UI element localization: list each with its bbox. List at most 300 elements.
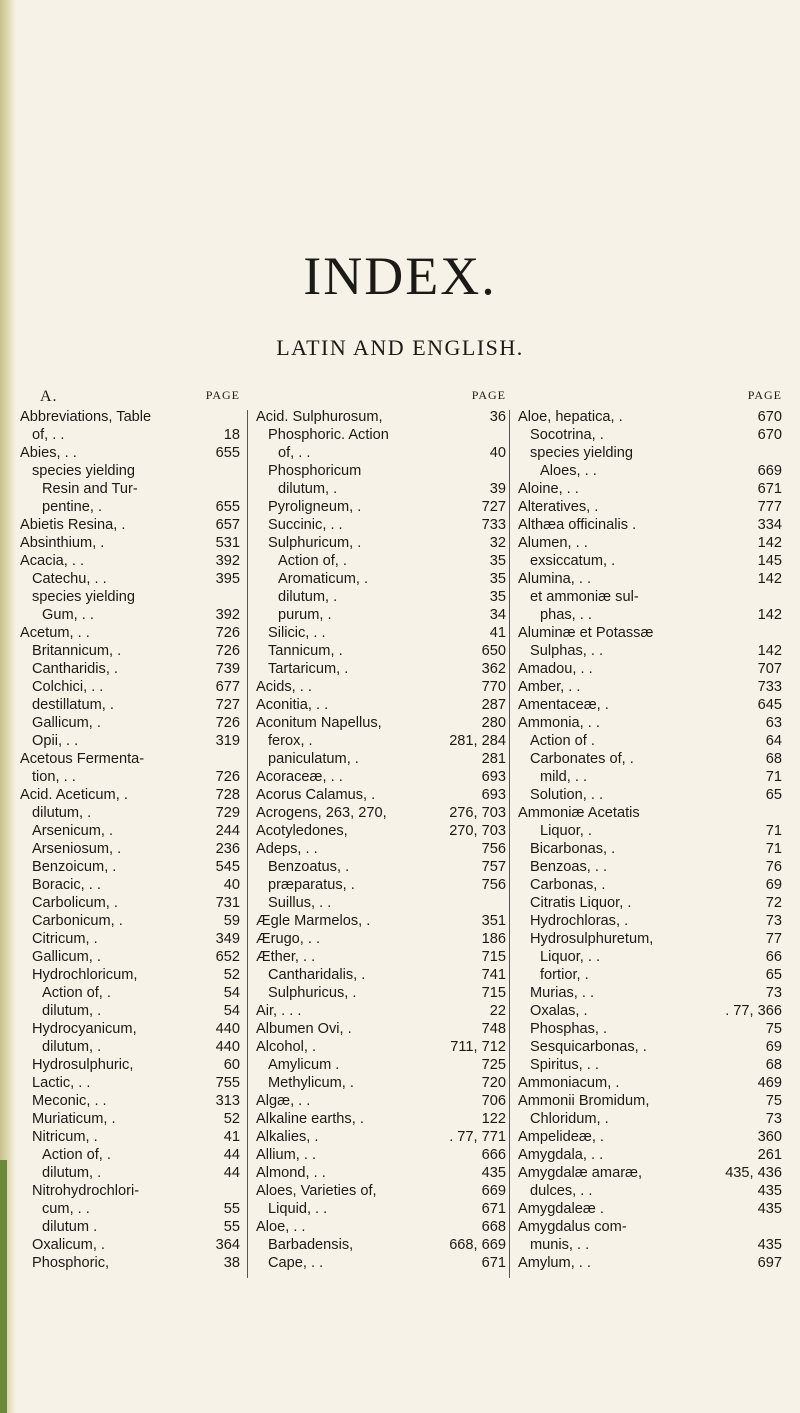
entry-term: Liquor, . .	[540, 949, 601, 965]
index-entry	[20, 750, 240, 768]
entry-term: Succinic, . .	[268, 517, 343, 533]
entry-term: Cantharidalis, .	[268, 967, 366, 983]
index-entry	[518, 732, 782, 750]
index-entry	[518, 876, 782, 894]
entry-page-number: 671	[481, 1201, 506, 1217]
entry-term: Meconic, . .	[32, 1093, 107, 1109]
index-entry	[20, 606, 240, 624]
entry-term: Oxalicum, .	[32, 1237, 105, 1253]
entry-term: dilutum, .	[42, 1003, 102, 1019]
entry-term: Sesquicarbonas, .	[530, 1039, 647, 1055]
entry-term: Alkaline earths, .	[256, 1111, 364, 1127]
index-entry	[256, 876, 506, 894]
entry-term: Murias, . .	[530, 985, 595, 1001]
index-entry	[518, 408, 782, 426]
index-entry	[256, 1236, 506, 1254]
index-entry	[256, 912, 506, 930]
index-entry	[20, 570, 240, 588]
index-entry	[20, 714, 240, 732]
index-entry	[518, 786, 782, 804]
entry-term: Acid. Sulphurosum,	[256, 409, 383, 425]
entry-page-number: 54	[223, 985, 240, 1001]
entry-page-number: 73	[765, 985, 782, 1001]
index-entry	[256, 732, 506, 750]
entry-term: Alcohol, .	[256, 1039, 317, 1055]
index-column-3	[518, 388, 782, 1272]
entry-page-number: 670	[757, 427, 782, 443]
index-entry	[256, 840, 506, 858]
entry-page-number: 75	[765, 1021, 782, 1037]
entry-page-number: 666	[481, 1147, 506, 1163]
entry-term: dulces, . .	[530, 1183, 593, 1199]
index-entry	[20, 624, 240, 642]
entry-term: Air, . . .	[256, 1003, 302, 1019]
entry-page-number: 693	[481, 787, 506, 803]
entry-term: destillatum, .	[32, 697, 114, 713]
index-entry	[518, 840, 782, 858]
entry-page-number: 731	[215, 895, 240, 911]
index-entry	[20, 1002, 240, 1020]
index-entry	[256, 516, 506, 534]
index-entry	[20, 1146, 240, 1164]
entry-page-number: 71	[765, 823, 782, 839]
entry-term: Benzoatus, .	[268, 859, 350, 875]
entry-page-number: 435	[757, 1201, 782, 1217]
entry-term: Acorus Calamus, .	[256, 787, 376, 803]
entry-term: Hydrochloras, .	[530, 913, 629, 929]
entry-page-number: 59	[223, 913, 240, 929]
entry-page-number: 75	[765, 1093, 782, 1109]
entry-term: Abietis Resina, .	[20, 517, 126, 533]
entry-page-number: 281, 284	[449, 733, 506, 749]
index-entry	[20, 1056, 240, 1074]
entry-term: Action of .	[530, 733, 595, 749]
index-entry	[518, 516, 782, 534]
entry-term: species yielding	[32, 463, 136, 479]
page-subtitle: LATIN AND ENGLISH.	[276, 335, 524, 360]
entry-term: munis, . .	[530, 1237, 590, 1253]
entry-term: Pyroligneum, .	[268, 499, 362, 515]
index-entry	[518, 462, 782, 480]
entry-term: Allium, . .	[256, 1147, 317, 1163]
entry-page-number: 38	[223, 1255, 240, 1271]
entry-term: Amygdalæ amaræ,	[518, 1165, 643, 1181]
index-entry	[256, 696, 506, 714]
entry-page-number: 726	[215, 715, 240, 731]
entry-page-number: 726	[215, 643, 240, 659]
entry-term: ferox, .	[268, 733, 313, 749]
entry-page-number: 34	[489, 607, 506, 623]
index-entry	[518, 426, 782, 444]
index-entry	[256, 750, 506, 768]
entry-term: Acotyledones,	[256, 823, 348, 839]
entry-term: Hydrochloricum,	[32, 967, 138, 983]
index-entry	[256, 984, 506, 1002]
entry-page-number: 142	[757, 571, 782, 587]
entry-page-number: 711, 712	[450, 1039, 506, 1055]
entry-term: Phosphoricum	[268, 463, 362, 479]
entry-term: Opii, . .	[32, 733, 79, 749]
entry-page-number: 287	[481, 697, 506, 713]
entry-term: Barbadensis,	[268, 1237, 354, 1253]
entry-page-number: 757	[481, 859, 506, 875]
index-entry	[256, 624, 506, 642]
entry-page-number: 748	[481, 1021, 506, 1037]
index-entry	[256, 1128, 506, 1146]
index-entry	[20, 858, 240, 876]
entry-term: Britannicum, .	[32, 643, 122, 659]
index-entry	[256, 1254, 506, 1272]
index-entry	[518, 984, 782, 1002]
entry-term: Sulphuricum, .	[268, 535, 362, 551]
index-entry	[20, 498, 240, 516]
page-binding-edge	[0, 0, 16, 1413]
index-entry	[20, 732, 240, 750]
entry-page-number: 727	[481, 499, 506, 515]
entry-term: Cantharidis, .	[32, 661, 118, 677]
index-entry	[256, 570, 506, 588]
index-entry	[20, 876, 240, 894]
entry-term: Sulphuricus, .	[268, 985, 357, 1001]
entry-page-number: 44	[223, 1165, 240, 1181]
index-entry	[20, 930, 240, 948]
index-entry	[256, 858, 506, 876]
entry-term: Gallicum, .	[32, 949, 101, 965]
entry-page-number: 32	[489, 535, 506, 551]
entry-page-number: 52	[223, 1111, 240, 1127]
entry-term: Liquid, . .	[268, 1201, 328, 1217]
entry-term: Acoraceæ, . .	[256, 769, 343, 785]
index-entry	[256, 1002, 506, 1020]
index-entry	[256, 426, 506, 444]
entry-page-number: 677	[215, 679, 240, 695]
entry-page-number: 44	[223, 1147, 240, 1163]
index-entry	[256, 606, 506, 624]
entry-page-number: 36	[489, 409, 506, 425]
index-entry	[518, 660, 782, 678]
entry-term: Action of, .	[42, 1147, 111, 1163]
entry-term: dilutum, .	[42, 1039, 102, 1055]
entry-term: Acid. Aceticum, .	[20, 787, 128, 803]
index-entry	[20, 1182, 240, 1200]
entry-page-number: . 77, 366	[725, 1003, 782, 1019]
entry-term: Algæ, . .	[256, 1093, 311, 1109]
entry-page-number: 715	[481, 985, 506, 1001]
entry-term: Abies, . .	[20, 445, 77, 461]
entry-page-number: 715	[481, 949, 506, 965]
index-entry	[518, 858, 782, 876]
index-entry	[20, 786, 240, 804]
index-entry	[20, 1164, 240, 1182]
index-entry	[518, 1128, 782, 1146]
entry-page-number: 35	[489, 571, 506, 587]
index-entry	[256, 1038, 506, 1056]
entry-term: Nitricum, .	[32, 1129, 98, 1145]
entry-term: Arseniosum, .	[32, 841, 122, 857]
index-entry	[20, 768, 240, 786]
index-entry	[20, 1020, 240, 1038]
index-entry	[518, 1056, 782, 1074]
entry-page-number: 71	[765, 841, 782, 857]
index-entry	[20, 1254, 240, 1272]
index-entry	[20, 696, 240, 714]
entry-term: dilutum, .	[32, 805, 92, 821]
entry-page-number: 22	[489, 1003, 506, 1019]
entry-page-number: 54	[223, 1003, 240, 1019]
index-entry	[256, 444, 506, 462]
index-entry	[256, 1092, 506, 1110]
entry-term: dilutum .	[42, 1219, 98, 1235]
entry-term: Silicic, . .	[268, 625, 326, 641]
entry-page-number: 727	[215, 697, 240, 713]
entry-page-number: 72	[765, 895, 782, 911]
index-entry	[256, 1182, 506, 1200]
entry-page-number: 435	[481, 1165, 506, 1181]
entry-page-number: 733	[757, 679, 782, 695]
entry-term: Citratis Liquor, .	[530, 895, 632, 911]
entry-term: Ammonii Bromidum,	[518, 1093, 650, 1109]
entry-page-number: 349	[215, 931, 240, 947]
entry-page-number: 706	[481, 1093, 506, 1109]
section-letter: A.	[40, 388, 58, 405]
index-entry	[518, 1092, 782, 1110]
entry-page-number: 531	[215, 535, 240, 551]
index-entry	[20, 480, 240, 498]
entry-page-number: 55	[223, 1219, 240, 1235]
index-entry	[20, 1074, 240, 1092]
entry-term: Oxalas, .	[530, 1003, 588, 1019]
entry-term: Resin and Tur-	[42, 481, 138, 497]
entry-page-number: 668	[481, 1219, 506, 1235]
entry-term: Catechu, . .	[32, 571, 107, 587]
entry-page-number: 650	[481, 643, 506, 659]
index-entry	[518, 714, 782, 732]
entry-page-number: 655	[215, 499, 240, 515]
entry-page-number: 435	[757, 1237, 782, 1253]
entry-term: Amygdalus com-	[518, 1219, 627, 1235]
entry-page-number: 693	[481, 769, 506, 785]
index-entry	[256, 768, 506, 786]
entry-page-number: 657	[215, 517, 240, 533]
entry-page-number: 244	[215, 823, 240, 839]
index-entry	[20, 660, 240, 678]
entry-term: Æther, . .	[256, 949, 316, 965]
entry-page-number: 334	[757, 517, 782, 533]
index-entry	[20, 948, 240, 966]
index-entry	[20, 966, 240, 984]
index-entry	[518, 498, 782, 516]
entry-term: tion, . .	[32, 769, 76, 785]
entry-page-number: 669	[757, 463, 782, 479]
entry-term: Methylicum, .	[268, 1075, 354, 1091]
entry-page-number: 142	[757, 607, 782, 623]
index-entry	[256, 894, 506, 912]
entry-page-number: 145	[757, 553, 782, 569]
index-entry	[518, 678, 782, 696]
entry-term: dilutum, .	[42, 1165, 102, 1181]
index-entry	[518, 1146, 782, 1164]
entry-term: Hydrocyanicum,	[32, 1021, 137, 1037]
entry-page-number: 435, 436	[725, 1165, 782, 1181]
entry-page-number: 671	[757, 481, 782, 497]
entry-term: Sulphas, . .	[530, 643, 604, 659]
index-entry	[518, 480, 782, 498]
entry-page-number: 725	[481, 1057, 506, 1073]
entry-page-number: 440	[215, 1039, 240, 1055]
page-label: PAGE	[471, 388, 506, 402]
entry-term: exsiccatum, .	[530, 553, 616, 569]
index-entry	[20, 516, 240, 534]
index-entry	[518, 804, 782, 822]
entry-term: Ampelideæ, .	[518, 1129, 604, 1145]
entry-term: paniculatum, .	[268, 751, 359, 767]
index-entry	[20, 1200, 240, 1218]
index-entry	[20, 912, 240, 930]
entry-page-number: 364	[215, 1237, 240, 1253]
index-entries	[256, 408, 506, 1272]
index-entry	[20, 462, 240, 480]
index-entry	[256, 480, 506, 498]
index-entry	[518, 750, 782, 768]
entry-term: Acetous Fermenta-	[20, 751, 145, 767]
entry-page-number: 76	[765, 859, 782, 875]
entry-term: Tartaricum, .	[268, 661, 349, 677]
entry-page-number: 122	[481, 1111, 506, 1127]
entry-term: Albumen Ovi, .	[256, 1021, 352, 1037]
entry-term: Muriaticum, .	[32, 1111, 116, 1127]
index-entry	[20, 444, 240, 462]
entry-page-number: 756	[481, 841, 506, 857]
entry-term: Colchici, . .	[32, 679, 104, 695]
entry-term: fortior, .	[540, 967, 589, 983]
entry-term: Ærugo, . .	[256, 931, 321, 947]
entry-page-number: 360	[757, 1129, 782, 1145]
entry-term: Gallicum, .	[32, 715, 101, 731]
entry-term: Ammonia, . .	[518, 715, 600, 731]
entry-page-number: 66	[765, 949, 782, 965]
index-entry	[518, 1182, 782, 1200]
index-entry	[20, 1236, 240, 1254]
entry-term: Bicarbonas, .	[530, 841, 616, 857]
entry-term: Citricum, .	[32, 931, 98, 947]
index-entry	[20, 408, 240, 426]
entry-page-number: 668, 669	[449, 1237, 506, 1253]
entry-term: Amylicum .	[268, 1057, 340, 1073]
index-entry	[256, 642, 506, 660]
entry-term: Amygdala, . .	[518, 1147, 604, 1163]
index-entry	[518, 1164, 782, 1182]
entry-term: pentine, .	[42, 499, 103, 515]
entry-term: Nitrohydrochlori-	[32, 1183, 140, 1199]
entry-page-number: 729	[215, 805, 240, 821]
entry-page-number: 392	[215, 553, 240, 569]
index-entry	[256, 660, 506, 678]
entry-term: Action of, .	[278, 553, 347, 569]
index-entry	[518, 948, 782, 966]
column-header	[256, 388, 506, 408]
index-entry	[518, 1254, 782, 1272]
index-entry	[518, 588, 782, 606]
entry-page-number: 35	[489, 553, 506, 569]
entry-term: Alumina, . .	[518, 571, 591, 587]
entry-term: et ammoniæ sul-	[530, 589, 639, 605]
entry-term: Solution, . .	[530, 787, 604, 803]
entry-page-number: 39	[489, 481, 506, 497]
entry-page-number: 770	[481, 679, 506, 695]
entry-page-number: 741	[481, 967, 506, 983]
page-title: INDEX.	[303, 246, 497, 306]
entry-term: Amylum, . .	[518, 1255, 591, 1271]
entry-term: Cape, . .	[268, 1255, 324, 1271]
entry-page-number: 697	[757, 1255, 782, 1271]
entry-page-number: . 77, 771	[449, 1129, 506, 1145]
entry-page-number: 669	[481, 1183, 506, 1199]
entry-page-number: 77	[765, 931, 782, 947]
entry-page-number: 728	[215, 787, 240, 803]
entry-page-number: 55	[223, 1201, 240, 1217]
entry-page-number: 69	[765, 1039, 782, 1055]
index-entry	[518, 696, 782, 714]
index-entry	[20, 552, 240, 570]
entry-page-number: 281	[481, 751, 506, 767]
entry-term: Absinthium, .	[20, 535, 105, 551]
entry-term: Amentaceæ, .	[518, 697, 609, 713]
entry-page-number: 469	[757, 1075, 782, 1091]
entry-page-number: 236	[215, 841, 240, 857]
entry-term: mild, . .	[540, 769, 588, 785]
index-entry	[518, 966, 782, 984]
entry-page-number: 755	[215, 1075, 240, 1091]
entry-term: Ægle Marmelos, .	[256, 913, 371, 929]
entry-page-number: 68	[765, 1057, 782, 1073]
entry-term: Acacia, . .	[20, 553, 85, 569]
entry-term: Hydrosulphuretum,	[530, 931, 654, 947]
index-entry	[518, 1218, 782, 1236]
entry-page-number: 351	[481, 913, 506, 929]
entry-term: Carbonas, .	[530, 877, 606, 893]
entry-term: Aloine, . .	[518, 481, 579, 497]
index-entry	[518, 552, 782, 570]
entry-term: species yielding	[530, 445, 634, 461]
entry-page-number: 726	[215, 625, 240, 641]
entry-term: Aconitia, . .	[256, 697, 329, 713]
index-entry	[20, 804, 240, 822]
entry-page-number: 41	[489, 625, 506, 641]
index-entry	[518, 822, 782, 840]
entry-term: Suillus, . .	[268, 895, 332, 911]
entry-term: Acids, . .	[256, 679, 312, 695]
entry-page-number: 186	[481, 931, 506, 947]
entry-term: Alteratives, .	[518, 499, 599, 515]
index-column-2	[256, 388, 506, 1272]
entry-page-number: 652	[215, 949, 240, 965]
index-entry	[256, 948, 506, 966]
entry-term: Aconitum Napellus,	[256, 715, 382, 731]
index-entry	[20, 840, 240, 858]
entry-page-number: 71	[765, 769, 782, 785]
index-entries	[518, 408, 782, 1272]
entry-page-number: 777	[757, 499, 782, 515]
entry-page-number: 142	[757, 643, 782, 659]
index-entry	[518, 1074, 782, 1092]
entry-term: Socotrina, .	[530, 427, 604, 443]
entry-term: Almond, . .	[256, 1165, 326, 1181]
index-entry	[256, 534, 506, 552]
entry-page-number: 739	[215, 661, 240, 677]
index-entry	[518, 606, 782, 624]
entry-page-number: 655	[215, 445, 240, 461]
entry-term: Aromaticum, .	[278, 571, 369, 587]
